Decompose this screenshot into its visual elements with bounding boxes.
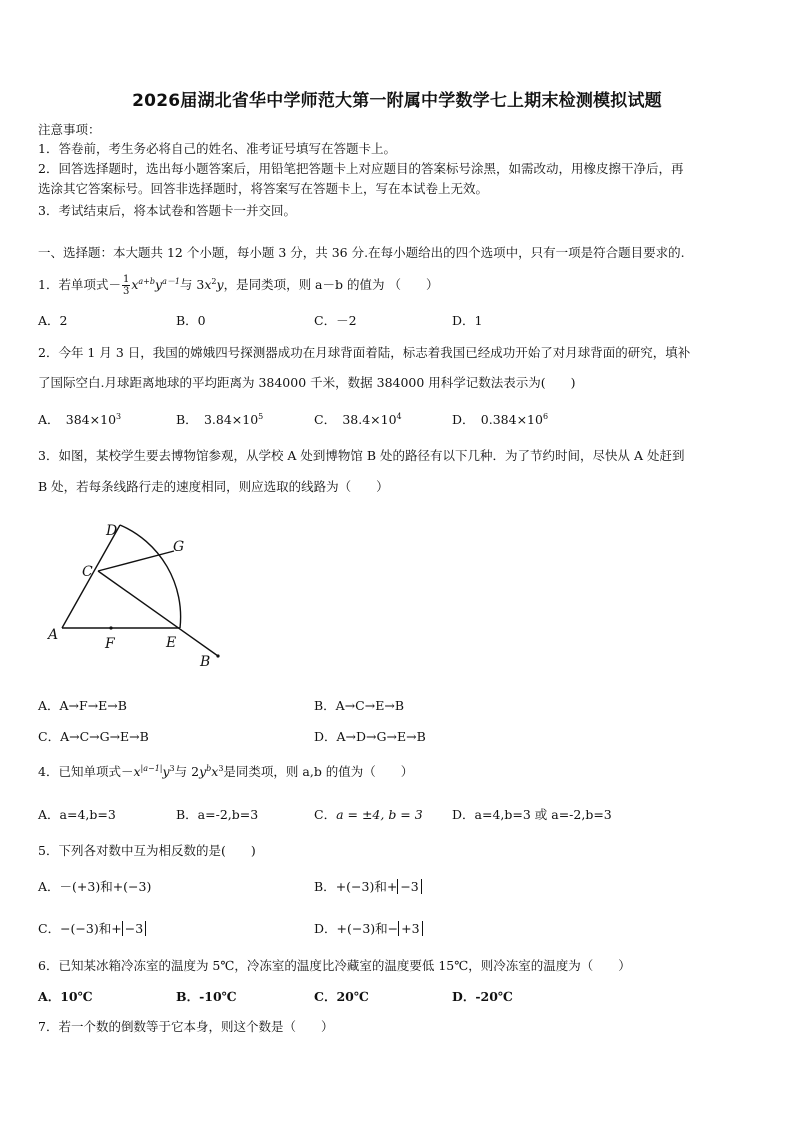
q2-option-c[interactable]: C． $38.4\times 10^4$ [314, 411, 402, 427]
q4-option-c-math: a = ±4, b = 3 [336, 807, 423, 822]
absolute-value: +3 [398, 921, 422, 936]
q1-var-x: x [131, 277, 139, 292]
q6-option-c[interactable]: C．20℃ [314, 989, 369, 1004]
segment-c-g [98, 551, 174, 571]
section-heading: 一、选择题：本大题共 12 个小题，每小题 3 分，共 36 分.在每小题给出的四个选项中，只有一项是符合题目要求的. [38, 245, 685, 260]
q2-option-b[interactable]: B． $3.84\times 10^5$ [176, 411, 264, 427]
question-3-line-2: B 处，若每条线路行走的速度相同，则应选取的线路为（ ） [38, 479, 389, 494]
q4-option-b[interactable]: B．a=-2,b=3 [176, 807, 259, 822]
question-2-line-2: 了国际空白.月球距离地球的平均距离为 384000 千米，数据 384000 用科学记数法表示为( ) [38, 375, 576, 390]
q1-var-x2: x [204, 277, 212, 292]
q4-mid: 与 2 [174, 764, 200, 779]
notice-heading: 注意事项： [38, 122, 101, 137]
question-6-stem: 6．已知某冰箱冷冻室的温度为 5℃，冷冻室的温度比冷藏室的温度要低 15℃，则冷冻室的温度为（ ） [38, 958, 631, 973]
question-5-stem: 5．下列各对数中互为相反数的是( ) [38, 843, 256, 858]
q1-exp3: 2 [211, 276, 217, 286]
q1-exp2: a－1 [162, 276, 180, 286]
q3-option-a[interactable]: A．A→F→E→B [38, 698, 127, 713]
q1-suffix: ，是同类项，则 a－b 的值为 （ ） [223, 277, 439, 292]
q1-exp1: a+b [138, 276, 155, 286]
fraction: $\frac{1}{3}$ [122, 274, 130, 297]
q3-option-c[interactable]: C．A→C→G→E→B [38, 729, 149, 744]
q1-mid: 与 3 [179, 277, 205, 292]
q1-option-c[interactable]: C．－2 [314, 313, 357, 328]
q3-option-b[interactable]: B．A→C→E→B [314, 698, 405, 713]
label-e: E [166, 635, 177, 651]
q2-option-d[interactable]: D． $0.384\times 10^6$ [452, 411, 549, 427]
q5-option-c[interactable]: C．−(−3)和+ −3 [38, 920, 146, 938]
label-a: A [48, 627, 59, 643]
q6-option-a[interactable]: A．10℃ [38, 989, 93, 1004]
label-b: B [200, 654, 211, 670]
absolute-value: −3 [122, 921, 146, 936]
q4-exp-y2: b [206, 763, 212, 773]
question-2-line-1: 2．今年 1 月 3 日，我国的嫦娥四号探测器成功在月球背面着陆，标志着我国已经成功开始了对月球背面的研究，填补 [38, 345, 691, 360]
q4-suffix: 是同类项，则 a,b 的值为（ ） [223, 764, 414, 779]
q4-prefix: 4．已知单项式－ [38, 764, 134, 779]
notice-item-2: 2．回答选择题时，选出每小题答案后，用铅笔把答题卡上对应题目的答案标号涂黑，如需改动，用橡皮擦干净后，再 [38, 161, 684, 176]
notice-item-2-cont: 选涂其它答案标号。回答非选择题时，将答案写在答题卡上，写在本试卷上无效。 [38, 181, 489, 196]
q4-exp-y: 3 [169, 763, 175, 773]
notice-item-3: 3．考试结束后，将本试卷和答题卡一并交回。 [38, 203, 296, 218]
q3-option-d[interactable]: D．A→D→G→E→B [314, 729, 426, 744]
q1-option-a[interactable]: A．2 [38, 313, 68, 328]
q5-option-b[interactable]: B．+(−3)和+ −3 [314, 878, 422, 896]
point-f [109, 626, 112, 629]
q1-option-b[interactable]: B．0 [176, 313, 206, 328]
q4-option-a[interactable]: A．a=4,b=3 [38, 807, 116, 822]
q4-var-x: x [133, 764, 141, 779]
notice-item-1: 1．答卷前，考生务必将自己的姓名、准考证号填写在答题卡上。 [38, 141, 396, 156]
point-b [216, 654, 219, 657]
q1-var-y: y [155, 277, 163, 292]
route-diagram [40, 515, 240, 675]
q4-var-y2: y [199, 764, 207, 779]
q4-option-c[interactable]: C．a = ±4, b = 3 [314, 807, 423, 822]
label-g: G [173, 539, 185, 555]
question-7-stem: 7．若一个数的倒数等于它本身，则这个数是（ ） [38, 1019, 334, 1034]
label-d: D [106, 523, 118, 539]
page-title: 2026届湖北省华中学师范大第一附属中学数学七上期末检测模拟试题 [132, 91, 662, 111]
absolute-value: −3 [397, 879, 421, 894]
q1-option-d[interactable]: D．1 [452, 313, 483, 328]
question-1-stem [38, 274, 758, 297]
q4-option-d[interactable]: D．a=4,b=3 或 a=-2,b=3 [452, 807, 612, 822]
q6-option-d[interactable]: D．-20℃ [452, 989, 513, 1004]
q4-exp-x2: 3 [218, 763, 224, 773]
segment-c-b [98, 571, 218, 656]
q5-option-a[interactable]: A．－(+3)和+(−3) [38, 879, 152, 894]
q1-prefix: 1．若单项式－ [38, 277, 121, 292]
label-f: F [105, 636, 115, 652]
q6-option-b[interactable]: B．-10℃ [176, 989, 237, 1004]
arc-d-g-e [120, 525, 181, 628]
q4-var-y: y [162, 764, 170, 779]
q5-option-d[interactable]: D．+(−3)和− +3 [314, 920, 423, 938]
q4-var-x2: x [211, 764, 219, 779]
question-3-line-1: 3．如图，某校学生要去博物馆参观，从学校 A 处到博物馆 B 处的路径有以下几种．为了节约时间，尽快从 A 处赶到 [38, 448, 685, 463]
q4-exp-x: |a−1| [140, 763, 163, 773]
question-4-stem [38, 763, 758, 781]
q1-var-y2: y [216, 277, 224, 292]
q2-option-a[interactable]: A． $384\times 10^3$ [38, 411, 122, 427]
label-c: C [82, 564, 93, 580]
